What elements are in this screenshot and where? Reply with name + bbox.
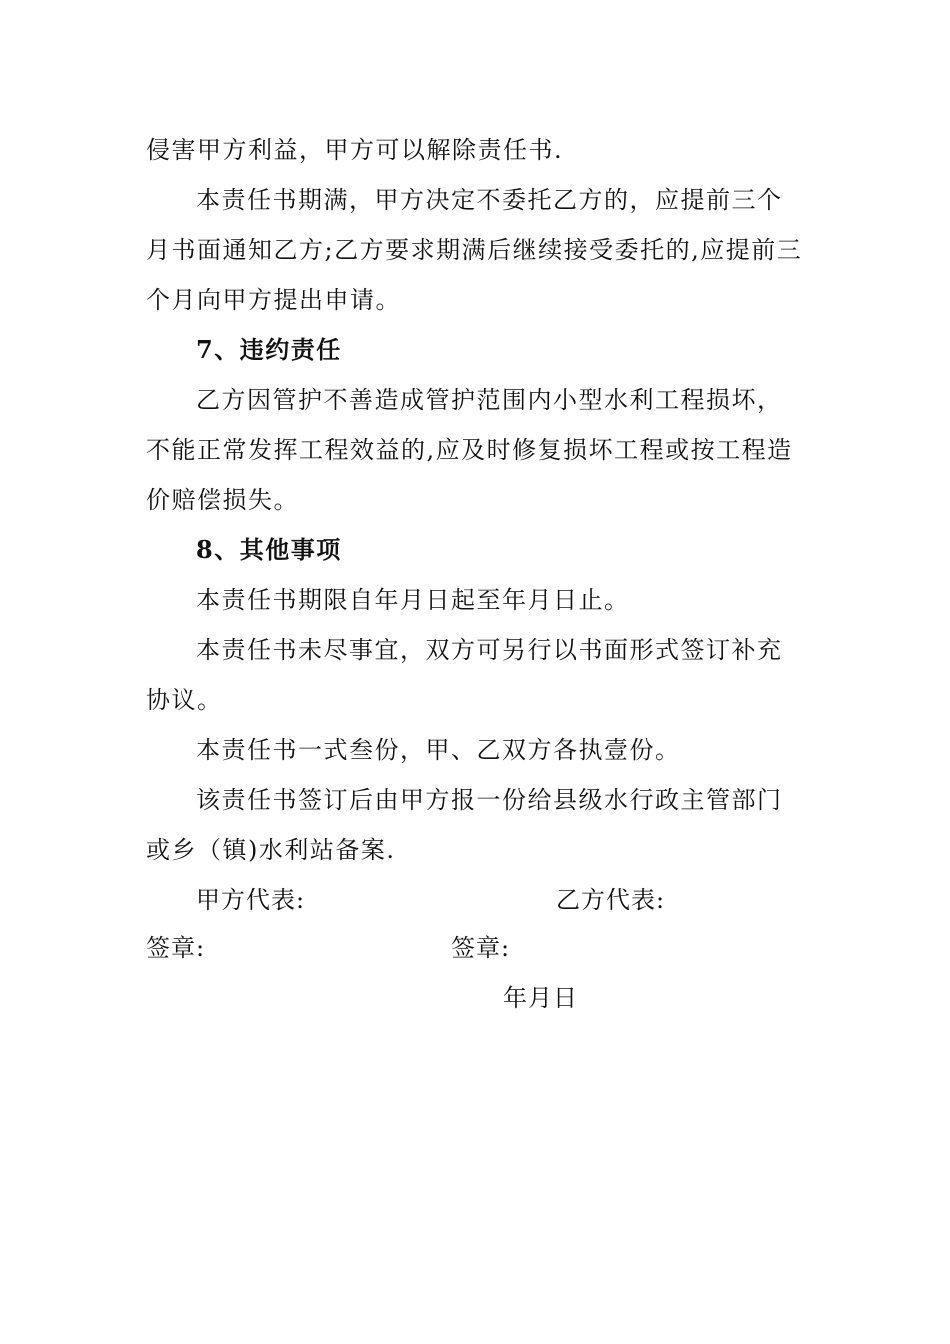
paragraph-line: 价赔偿损失。 bbox=[146, 486, 299, 514]
paragraph-line: 月书面通知乙方;乙方要求期满后继续接受委托的,应提前三 bbox=[146, 236, 803, 264]
paragraph-line: 侵害甲方利益，甲方可以解除责任书. bbox=[146, 136, 564, 164]
paragraph-line: 或乡（镇)水利站备案. bbox=[146, 836, 396, 864]
paragraph-line: 该责任书签订后由甲方报一份给县级水行政主管部门 bbox=[196, 786, 783, 814]
section-heading-7: 7、违约责任 bbox=[196, 335, 342, 364]
section-heading-8: 8、其他事项 bbox=[196, 535, 342, 564]
paragraph-line: 本责任书未尽事宜，双方可另行以书面形式签订补充 bbox=[196, 636, 783, 664]
party-a-seal-label: 签章: bbox=[146, 934, 206, 962]
paragraph-line: 本责任书期满，甲方决定不委托乙方的，应提前三个 bbox=[196, 186, 783, 214]
date-line: 年月日 bbox=[503, 984, 578, 1012]
party-a-representative-label: 甲方代表: bbox=[196, 886, 306, 914]
paragraph-line: 协议。 bbox=[146, 686, 223, 714]
party-b-seal-label: 签章: bbox=[451, 934, 511, 962]
paragraph-line: 个月向甲方提出申请。 bbox=[146, 286, 401, 314]
paragraph-line: 本责任书期限自年月日起至年月日止。 bbox=[196, 586, 630, 614]
party-b-representative-label: 乙方代表: bbox=[556, 886, 666, 914]
paragraph-line: 本责任书一式叁份，甲、乙双方各执壹份。 bbox=[196, 736, 681, 764]
paragraph-line: 乙方因管护不善造成管护范围内小型水利工程损坏， bbox=[196, 386, 783, 414]
paragraph-line: 不能正常发挥工程效益的,应及时修复损坏工程或按工程造 bbox=[146, 436, 793, 464]
